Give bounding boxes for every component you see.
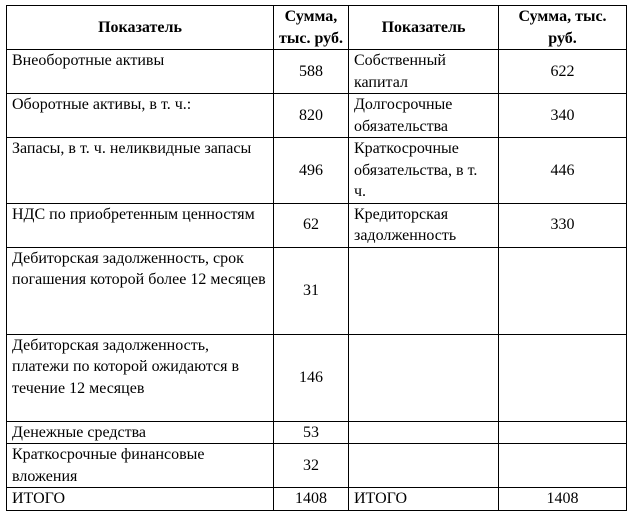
header-sum-liabilities: Сумма, тыс. руб.	[499, 6, 627, 50]
asset-value: 32	[274, 444, 349, 488]
liability-label	[349, 334, 499, 421]
asset-label: Дебиторская задолженность, платежи по которой ожидаются в течение 12 месяцев	[7, 334, 274, 421]
liability-label	[349, 421, 499, 444]
table-row	[7, 203, 627, 247]
asset-value: 53	[274, 421, 349, 444]
asset-label: НДС по приобретенным ценностям	[7, 203, 274, 247]
header-indicator-liabilities: Показатель	[349, 6, 499, 50]
liability-total-label: ИТОГО	[349, 488, 499, 511]
asset-label: Краткосрочные финансовые вложения	[7, 444, 274, 488]
asset-label: Запасы, в т. ч. неликвидные запасы	[7, 138, 274, 204]
asset-value: 496	[274, 138, 349, 204]
table-row	[7, 138, 627, 204]
table-row	[7, 50, 627, 94]
liability-label	[349, 444, 499, 488]
asset-label: Оборотные активы, в т. ч.:	[7, 94, 274, 138]
liability-label: Кредиторская задолженность	[349, 203, 499, 247]
balance-table	[6, 5, 627, 511]
liability-label: Долгосрочные обязательства	[349, 94, 499, 138]
asset-label: Денежные средства	[7, 421, 274, 444]
liability-value: 446	[499, 138, 627, 204]
header-sum-assets: Сумма, тыс. руб.	[274, 6, 349, 50]
liability-value: 622	[499, 50, 627, 94]
table-row	[7, 334, 627, 421]
asset-value: 588	[274, 50, 349, 94]
asset-label: Внеоборотные активы	[7, 50, 274, 94]
asset-total-value: 1408	[274, 488, 349, 511]
header-row	[7, 6, 627, 50]
liability-total-value: 1408	[499, 488, 627, 511]
table-row	[7, 247, 627, 334]
asset-value: 31	[274, 247, 349, 334]
header-indicator-assets: Показатель	[7, 6, 274, 50]
table-row	[7, 421, 627, 444]
liability-value	[499, 421, 627, 444]
liability-label: Краткосрочные обязательства, в т. ч.	[349, 138, 499, 204]
liability-value	[499, 444, 627, 488]
total-row	[7, 488, 627, 511]
liability-value	[499, 247, 627, 334]
asset-value: 820	[274, 94, 349, 138]
liability-label: Собственный капитал	[349, 50, 499, 94]
liability-value	[499, 334, 627, 421]
liability-value: 340	[499, 94, 627, 138]
liability-value: 330	[499, 203, 627, 247]
asset-label: Дебиторская задолженность, срок погашения которой более 12 месяцев	[7, 247, 274, 334]
liability-label	[349, 247, 499, 334]
asset-total-label: ИТОГО	[7, 488, 274, 511]
asset-value: 146	[274, 334, 349, 421]
asset-value: 62	[274, 203, 349, 247]
table-row	[7, 94, 627, 138]
table-row	[7, 444, 627, 488]
